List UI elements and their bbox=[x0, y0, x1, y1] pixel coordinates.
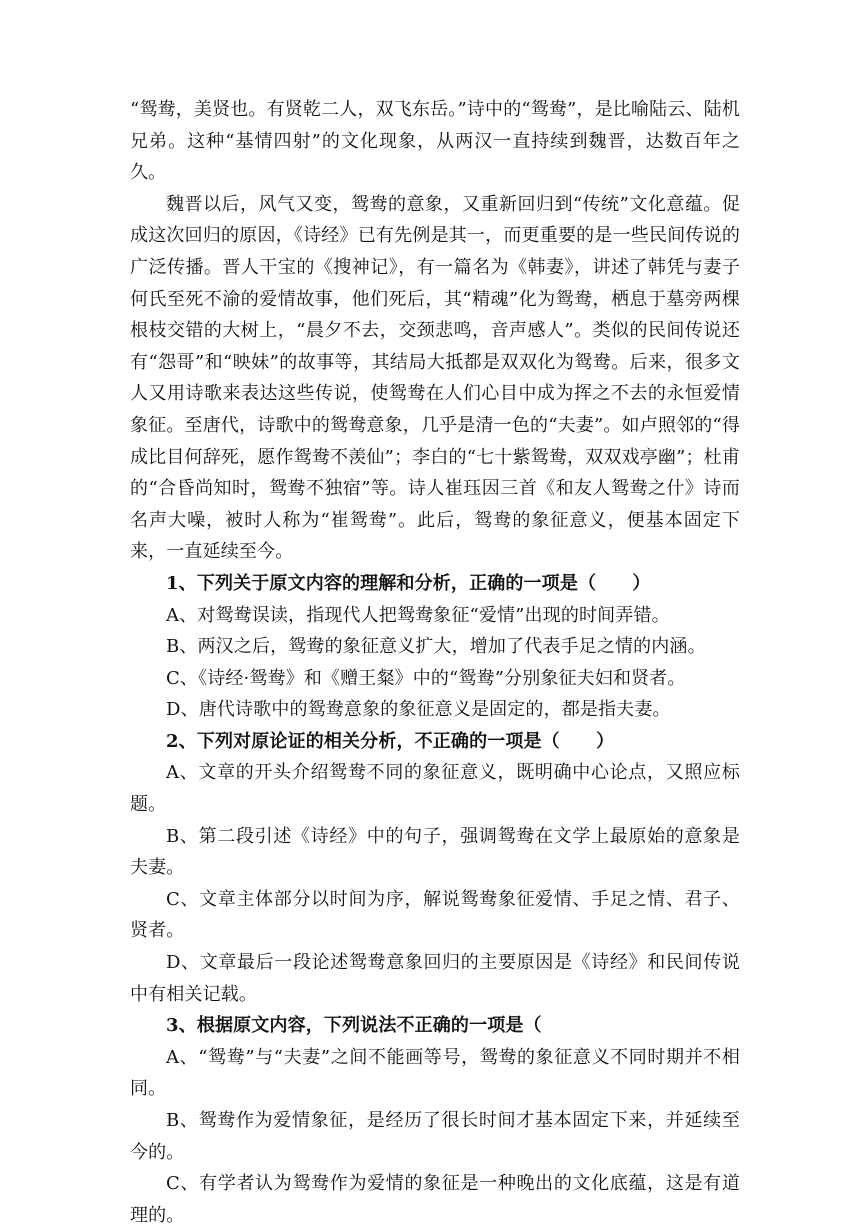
question-1-option-b: B、两汉之后，鸳鸯的象征意义扩大，增加了代表手足之情的内涵。 bbox=[166, 636, 706, 658]
passage-paragraph-1: “鸳鸯，美贤也。有贤乾二人，双飞东岳。”诗中的“鸳鸯”，是比喻陆云、陆机兄弟。这种“基情四射”的文化现象，从两汉一直持续到魏晋，达数百年之久。 bbox=[130, 99, 740, 184]
question-3-option-b: B、鸳鸯作为爱情象征，是经历了很长时间才基本固定下来，并延续至今的。 bbox=[130, 1110, 740, 1163]
question-1-option-c: C、《诗经·鸳鸯》和《赠王粲》中的“鸳鸯”分别象征夫妇和贤者。 bbox=[166, 667, 686, 689]
question-3-option-a: A、“鸳鸯”与“夫妻”之间不能画等号，鸳鸯的象征意义不同时期并不相同。 bbox=[130, 1046, 740, 1100]
question-3-option-c: C、有学者认为鸳鸯作为爱情的象征是一种晚出的文化底蕴，这是有道理的。 bbox=[130, 1173, 740, 1226]
question-2-option-d: D、文章最后一段论述鸳鸯意象回归的主要原因是《诗经》和民间传说中有相关记载。 bbox=[130, 952, 740, 1005]
question-3-stem: 3、根据原文内容，下列说法不正确的一项是（ bbox=[166, 1015, 542, 1037]
document-content bbox=[130, 94, 740, 1231]
passage-paragraph-2: 魏晋以后，风气又变，鸳鸯的意象，又重新回归到“传统”文化意蕴。促成这次回归的原因，《诗经》已有先例是其一，而更重要的是一些民间传说的广泛传播。晋人干宝的《搜神记》，有一篇名为《韩妻》，讲述了韩凭与妻子何氏至死不渝的爱情故事，他们死后，其“精魂”化为鸳鸯，栖息于墓旁两棵根枝交错的大树上，“晨夕不去，交颈悲鸣，音声感人”。类似的民间传说还有“怨哥”和“映妹”的故事等，其结局大抵都是双双化为鸳鸯。后来，很多文人又用诗歌来表达这些传说，使鸳鸯在人们心目中成为挥之不去的永恒爱情象征。至唐代，诗歌中的鸳鸯意象，几乎是清一色的“夫妻”。如卢照邻的“得成比目何辞死，愿作鸳鸯不羡仙”；李白的“七十紫鸳鸯，双双戏亭幽”；杜甫的“合昏尚知时，鸳鸯不独宿”等。诗人崔珏因三首《和友人鸳鸯之什》诗而名声大噪，被时人称为“崔鸳鸯”。此后，鸳鸯的象征意义，便基本固定下来，一直延续至今。 bbox=[130, 193, 740, 563]
question-2 bbox=[130, 726, 740, 1010]
question-1-stem: 1、下列关于原文内容的理解和分析，正确的一项是（ ） bbox=[166, 572, 651, 594]
question-1 bbox=[130, 568, 740, 726]
question-2-option-a: A、文章的开头介绍鸳鸯不同的象征意义，既明确中心论点，又照应标题。 bbox=[130, 762, 740, 816]
question-2-option-c: C、文章主体部分以时间为序，解说鸳鸯象征爱情、手足之情、君子、贤者。 bbox=[130, 888, 740, 942]
question-1-option-d: D、唐代诗歌中的鸳鸯意象的象征意义是固定的，都是指夫妻。 bbox=[166, 699, 671, 721]
question-3 bbox=[130, 1010, 740, 1231]
question-2-option-b: B、第二段引述《诗经》中的句子，强调鸳鸯在文学上最原始的意象是夫妻。 bbox=[130, 825, 740, 879]
question-2-stem: 2、下列对原论证的相关分析，不正确的一项是（ ） bbox=[166, 730, 615, 752]
question-1-option-a: A、对鸳鸯误读，指现代人把鸳鸯象征“爱情”出现的时间弄错。 bbox=[166, 604, 670, 626]
